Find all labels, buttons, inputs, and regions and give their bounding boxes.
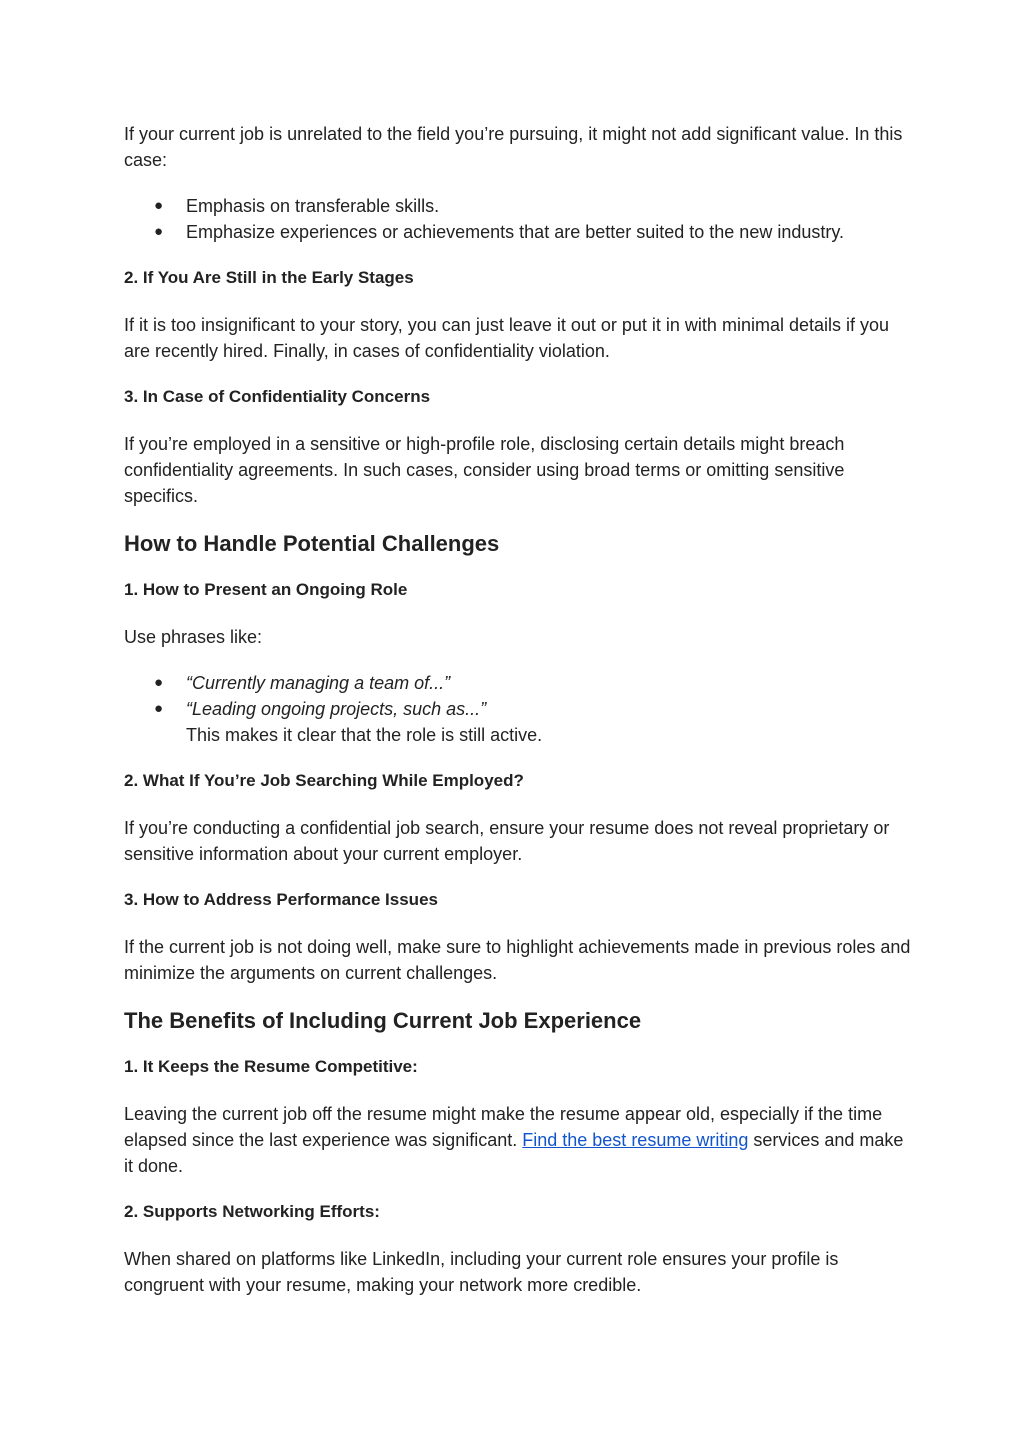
list-item: ● Emphasize experiences or achievements that are better suited to the new industry. (124, 219, 914, 245)
document-page (124, 121, 914, 1318)
bullet-icon: ● (154, 674, 164, 691)
heading-challenges: How to Handle Potential Challenges (124, 531, 500, 556)
subheading-competitive: 1. It Keeps the Resume Competitive: (124, 1057, 418, 1076)
phrases-bullet-list (124, 670, 914, 722)
list-item: ● Emphasis on transferable skills. (124, 193, 914, 219)
bullet-icon: ● (154, 197, 164, 214)
ongoing-role-note: This makes it clear that the role is still active. (186, 725, 543, 745)
intro-paragraph: If your current job is unrelated to the field you’re pursuing, it might not add significant value. In this case: (124, 124, 903, 170)
ongoing-role-paragraph: Use phrases like: (124, 627, 263, 647)
intro-bullet-list (124, 193, 914, 245)
early-stages-paragraph: If it is too insignificant to your story, you can just leave it out or put it in with minimal details if you are recently hired. Finally, in cases of confidentiality violation. (124, 315, 890, 361)
competitive-paragraph: Leaving the current job off the resume might make the resume appear old, especially if the time elapsed since the last experience was significant. Find the best resume writing services and make it done. (124, 1104, 904, 1176)
list-item: ● “Leading ongoing projects, such as...” (124, 696, 914, 722)
subheading-job-searching: 2. What If You’re Job Searching While Employed? (124, 771, 524, 790)
networking-paragraph: When shared on platforms like LinkedIn, including your current role ensures your profile is congruent with your resume, making your network more credible. (124, 1249, 839, 1295)
performance-paragraph: If the current job is not doing well, make sure to highlight achievements made in previous roles and minimize the arguments on current challenges. (124, 937, 911, 983)
bullet-icon: ● (154, 700, 164, 717)
subheading-networking: 2. Supports Networking Efforts: (124, 1202, 380, 1221)
bullet-icon: ● (154, 223, 164, 240)
resume-writing-link[interactable]: Find the best resume writing (522, 1130, 749, 1150)
list-item: ● “Currently managing a team of...” (124, 670, 914, 696)
heading-benefits: The Benefits of Including Current Job Experience (124, 1008, 642, 1033)
subheading-ongoing-role: 1. How to Present an Ongoing Role (124, 580, 408, 599)
subheading-performance: 3. How to Address Performance Issues (124, 890, 438, 909)
job-searching-paragraph: If you’re conducting a confidential job search, ensure your resume does not reveal proprietary or sensitive information about your current employer. (124, 818, 890, 864)
subheading-confidentiality: 3. In Case of Confidentiality Concerns (124, 387, 431, 406)
subheading-early-stages: 2. If You Are Still in the Early Stages (124, 268, 414, 287)
confidentiality-paragraph: If you’re employed in a sensitive or high-profile role, disclosing certain details might breach confidentiality agreements. In such cases, consider using broad terms or omitting sensitive specifics. (124, 434, 845, 506)
